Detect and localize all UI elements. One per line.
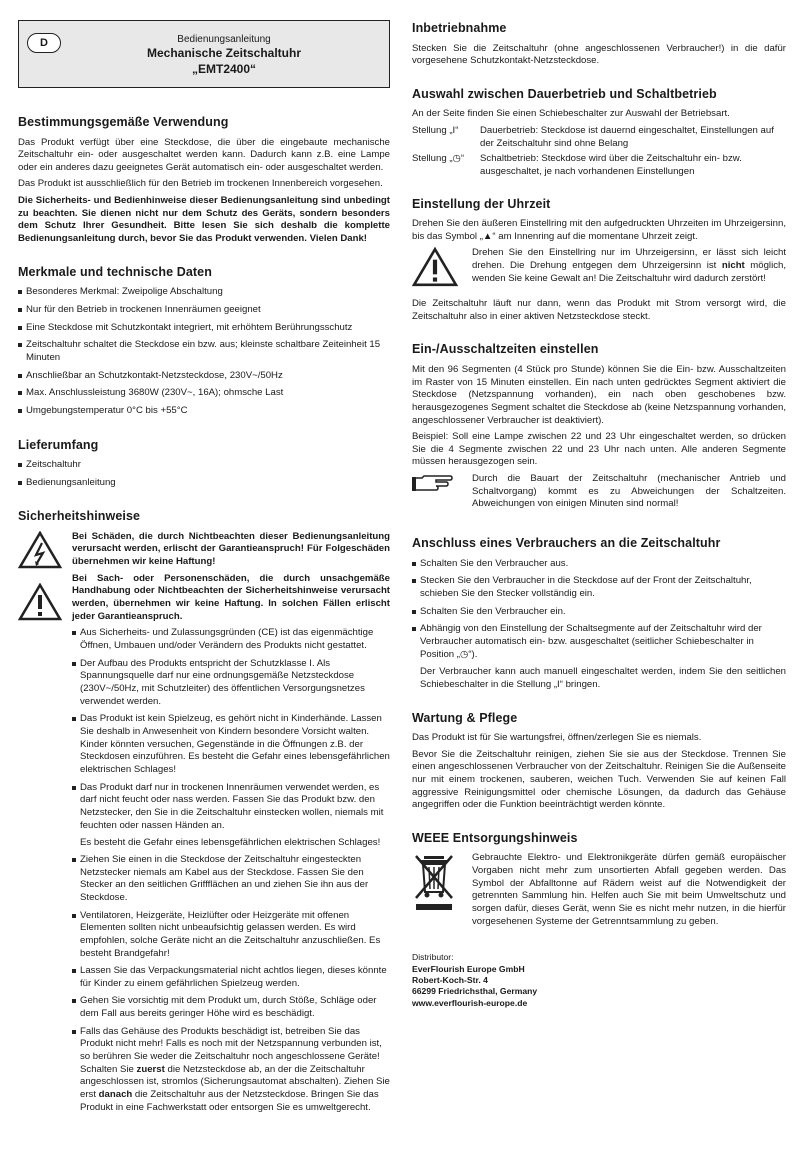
doc-subtitle: Bedienungsanleitung <box>177 34 271 45</box>
list-item: Zeitschaltuhr <box>18 459 390 472</box>
distributor-block <box>412 952 786 1009</box>
safety-note: Es besteht die Gefahr eines lebensgefährlichen elektrischen Schlages! <box>80 837 381 849</box>
times-p1: Mit den 96 Segmenten (4 Stück pro Stunde) können Sie die Ein- bzw. Ausschaltzeiten im Raster von 15 Minuten einstellen. Ein nach unten gedrücktes Segment aktiviert die Steckdose (Netzspannung vorhanden), ein nach oben geschobenes bzw. herausgezogenes Segment schaltet die Steckdose ab (keine Netzspannung vorhanden, angeschlossener Verbraucher ist deaktiviert). <box>412 363 786 426</box>
list-item: Nur für den Betrieb in trockenen Innenräumen geeignet <box>18 304 390 317</box>
safety-list-2 <box>72 854 390 1114</box>
safety-warning-2: Bei Sach- oder Personenschäden, die durch unsachgemäße Handhabung oder Nichtbeachten der Sicherheitshinweise verursacht werden, übernehmen wir keine Haftung. In solchen Fällen erlischt jeder Garantieanspruch. <box>72 572 390 622</box>
weee-heading: WEEE Entsorgungshinweis <box>412 830 578 845</box>
right-column <box>412 20 786 1009</box>
features-section <box>18 264 390 418</box>
clock-warning: Drehen Sie den Einstellring nur im Uhrzeigersinn, er lässt sich leicht drehen. Die Drehung entgegen dem Uhrzeigersinn ist nicht möglich, wenden Sie keine Gewalt an! Die Zeitschaltuhr wird dadurch zerstört! <box>472 247 786 284</box>
list-item: Schalten Sie den Verbraucher ein. <box>412 606 786 619</box>
safety-list <box>72 627 390 832</box>
distributor-city: 66299 Friedrichsthal, Germany <box>412 986 538 997</box>
safety-section <box>18 508 390 1119</box>
doc-title: Mechanische Zeitschaltuhr <box>146 46 302 61</box>
crossed-bin-icon <box>412 852 456 914</box>
list-item: Ziehen Sie einen in die Steckdose der Zeitschaltuhr eingesteckten Netzstecker niemals am Kabel aus der Steckdose. Fassen Sie den Stecker an den seitlichen Griffflächen an und ziehen Sie ihn aus der Steckdose. <box>72 854 390 905</box>
times-p2: Beispiel: Soll eine Lampe zwischen 22 und 23 Uhr eingeschaltet werden, so drücken Sie die 4 Segmente zwischen 22 und 23 Uhr nach unten. Alle anderen Segmente müssen herausgezogen sein. <box>412 431 786 468</box>
list-item: Bedienungsanleitung <box>18 477 390 490</box>
scope-heading: Lieferumfang <box>18 437 99 452</box>
commissioning-section <box>412 20 786 68</box>
safety-warning-1: Bei Schäden, die durch Nichtbeachten dieser Bedienungsanleitung verursacht werden, erlischt der Garantieanspruch! Für Folgeschäden übernehmen wir keine Haftung! <box>72 530 390 568</box>
list-item: Lassen Sie das Verpackungsmaterial nicht achtlos liegen, dieses könnte für Kinder zu einem gefährlichen Spielzeug werden. <box>72 965 390 990</box>
list-item: Anschließbar an Schutzkontakt-Netzsteckdose, 230V~/50Hz <box>18 370 390 383</box>
mode-heading: Auswahl zwischen Dauerbetrieb und Schaltbetrieb <box>412 86 717 101</box>
care-heading: Wartung & Pflege <box>412 710 518 725</box>
left-column <box>18 20 390 1122</box>
list-item: Zeitschaltuhr schaltet die Steckdose ein bzw. aus; kleinste schaltbare Zeiteinheit 15 Minuten <box>18 339 390 364</box>
distributor-web[interactable]: www.everflourish-europe.de <box>412 997 528 1008</box>
mode-row-timer: Stellung „◷“ Schaltbetrieb: Steckdose wird über die Zeitschaltuhr ein- bzw. ausgeschaltet, je nach vorhandenen Einstellungen <box>412 153 742 177</box>
times-note: Durch die Bauart der Zeitschaltuhr (mechanischer Antrieb und Schaltvorgang) kommt es zu Abweichungen der Schaltzeiten. Abweichungen von einigen Minuten sind normal! <box>472 473 786 510</box>
commissioning-heading: Inbetriebnahme <box>412 21 507 35</box>
connect-section <box>412 535 786 691</box>
safety-heading: Sicherheitshinweise <box>18 509 141 524</box>
intended-use-section <box>18 114 390 246</box>
list-item: Das Produkt darf nur in trockenen Innenräumen verwendet werden, es darf nicht feucht oder nass werden. Fassen Sie das Produkt bzw. den Netzstecker, den Sie in die Zeitschaltuhr einstecken wollen, niemals mit feuchten oder nassen Händen an. <box>72 782 390 833</box>
clock-p1: Drehen Sie den äußeren Einstellring mit den aufgedruckten Uhrzeiten im Uhrzeigersinn, bis das Symbol „▲“ am Innenring auf die momentane Uhrzeit zeigt. <box>412 218 786 242</box>
distributor-street: Robert-Koch-Str. 4 <box>412 975 488 986</box>
list-item: Eine Steckdose mit Schutzkontakt integriert, mit erhöhtem Berührungsschutz <box>18 322 390 335</box>
weee-p1: Gebrauchte Elektro- und Elektronikgeräte dürfen gemäß europäischer Vorgaben nicht mehr zum unsortierten Abfall gegeben werden. Das Symbol der Abfalltonne auf Rädern weist auf die Notwendigkeit der getrennten Sammlung hin. Helfen auch Sie mit beim Umweltschutz und sorgen dafür, dieses Gerät, wenn Sie es nicht mehr nutzen, in die hierfür vorgesehenen Systeme der Getrenntsammlung zu geben. <box>472 852 786 927</box>
list-item: Besonderes Merkmal: Zweipolige Abschaltung <box>18 286 390 299</box>
distributor-company: EverFlourish Europe GmbH <box>412 963 525 974</box>
list-item: Stecken Sie den Verbraucher in die Steckdose auf der Front der Zeitschaltuhr, schieben Sie den Stecker vollständig ein. <box>412 575 786 600</box>
electric-shock-warning-icon <box>18 531 62 569</box>
list-item: Aus Sicherheits- und Zulassungsgründen (CE) ist das eigenmächtige Öffnen, Umbauen und/oder Verändern des Produkts nicht gestattet. <box>72 627 390 652</box>
clock-p2: Die Zeitschaltuhr läuft nur dann, wenn das Produkt mit Strom versorgt wird, die Zeitschaltuhr also in einer aktiven Netzsteckdose steckt. <box>412 298 786 322</box>
list-item: Das Produkt ist kein Spielzeug, es gehört nicht in Kinderhände. Lassen Sie deshalb in Anwesenheit von Kindern besondere Vorsicht walten. Kinder könnten versuchen, Gegenstände in die Öffnungen z.B. der Steckdosen einzuführen. Es besteht die Gefahr eines lebensgefährlichen elektrischen Schlages! <box>72 713 390 776</box>
care-p2: Bevor Sie die Zeitschaltuhr reinigen, ziehen Sie sie aus der Steckdose. Trennen Sie einen angeschlossenen Verbraucher von der Zeitschaltuhr. Reinigen Sie die Außenseite nur mit einem trockenen, sauberen, weichen Tuch. Verwenden Sie auf keinen Fall aggressive Reinigungsmittel oder chemische Lösungen, da dadurch das Gehäuse angegriffen oder die Funktion beeinträchtigt werden könnte. <box>412 748 786 811</box>
connect-p-after: Der Verbraucher kann auch manuell eingeschaltet werden, indem Sie den seitlichen Schiebeschalter in die Stellung „I“ bringen. <box>420 666 786 690</box>
mode-intro: An der Seite finden Sie einen Schiebeschalter zur Auswahl der Betriebsart. <box>412 108 730 120</box>
list-item: Der Aufbau des Produkts entspricht der Schutzklasse I. Als Spannungsquelle darf nur eine ordnungsgemäße Netzsteckdose (230V~/50Hz, mit Schutzleiter) des öffentlichen Versorgungsnetzes verwendet werden. <box>72 658 390 709</box>
features-list <box>18 286 390 417</box>
warning-icon <box>412 247 458 287</box>
list-item: Max. Anschlussleistung 3680W (230V~, 16A); ohmsche Last <box>18 387 390 400</box>
clock-heading: Einstellung der Uhrzeit <box>412 196 551 211</box>
list-item: Gehen Sie vorsichtig mit dem Produkt um, durch Stöße, Schläge oder dem Fall aus bereits geringer Höhe wird es beschädigt. <box>72 995 390 1020</box>
intended-use-p1: Das Produkt verfügt über eine Steckdose, die über die eingebaute mechanische Zeitschaltuhr ein- oder ausgeschaltet werden kann. Dadurch kann z.B. eine Lampe oder ein anderes dazu geeignetes Gerät automatisch ein- oder ausgeschaltet werden. <box>18 136 390 173</box>
list-item: Abhängig von den Einstellung der Schaltsegmente auf der Zeitschaltuhr wird der Verbraucher automatisch ein- bzw. ausgeschaltet (seitlicher Schiebeschalter in Position „◷“). <box>412 623 786 661</box>
features-heading: Merkmale und technische Daten <box>18 264 212 279</box>
mode-row-continuous: Stellung „I“ Dauerbetrieb: Steckdose ist dauernd eingeschaltet, Einstellungen auf der Zeitschaltuhr sind ohne Belang <box>412 124 774 149</box>
scope-section <box>18 437 390 490</box>
mode-section <box>412 86 786 179</box>
weee-section <box>412 830 786 932</box>
intended-use-heading: Bestimmungsgemäße Verwendung <box>18 115 229 129</box>
list-item: Ventilatoren, Heizgeräte, Heizlüfter oder Heizgeräte mit offenen Elementen sollten nicht unbeaufsichtig gelassen werden. Es wird empfohlen, solche Geräte nicht an die Zeitschaltuhr anzuschließen. Es besteht Brandgefahr! <box>72 910 390 961</box>
distributor-label: Distributor: <box>412 952 454 963</box>
care-p1: Das Produkt ist für Sie wartungsfrei, öffnen/zerlegen Sie es niemals. <box>412 732 702 743</box>
intended-use-p2: Das Produkt ist ausschließlich für den Betrieb im trockenen Innenbereich vorgesehen. <box>18 178 383 190</box>
commissioning-p1: Stecken Sie die Zeitschaltuhr (ohne angeschlossenen Verbraucher!) in die dafür vorgesehene Schutzkontakt-Netzsteckdose. <box>412 42 786 67</box>
intended-use-p3: Die Sicherheits- und Bedienhinweise dieser Bedienungsanleitung sind unbedingt zu beachten. Sie dienen nicht nur dem Schutz des Geräts, sondern besonders dem Schutz Ihrer Gesundheit. Bitte lesen Sie sich deshalb die komplette Bedienungsanleitung durch, bevor Sie das Produkt verwenden. Vielen Dank! <box>18 195 390 245</box>
connect-list <box>412 558 786 662</box>
list-item: Falls das Gehäuse des Produkts beschädigt ist, betreiben Sie das Produkt nicht mehr! Falls es noch mit der Netzspannung verbunden ist, so berühren Sie weder die Zeitschaltuhr noch angeschlossene Geräte! Schalten Sie zuerst die Netzsteckdose ab, an der die Zeitschaltuhr angeschlossen ist, stromlos (Sicherungsautomat abschalten). Ziehen Sie erst danach die Zeitschaltuhr aus der Netzsteckdose. Bringen Sie das Produkt in eine Fachwerkstatt oder entsorgen Sie es umweltgerecht. <box>72 1026 390 1115</box>
pointing-hand-icon <box>412 473 454 493</box>
care-section <box>412 710 786 812</box>
title-box <box>18 20 390 88</box>
scope-list <box>18 459 390 489</box>
list-item: Schalten Sie den Verbraucher aus. <box>412 558 786 571</box>
times-heading: Ein-/Ausschaltzeiten einstellen <box>412 342 599 357</box>
clock-section <box>412 196 786 324</box>
list-item: Umgebungstemperatur 0°C bis +55°C <box>18 405 390 418</box>
times-section <box>412 341 786 515</box>
connect-heading: Anschluss eines Verbrauchers an die Zeitschaltuhr <box>412 536 721 551</box>
language-badge: D <box>27 33 61 53</box>
warning-icon <box>18 583 62 621</box>
doc-model: „EMT2400“ <box>191 62 257 77</box>
